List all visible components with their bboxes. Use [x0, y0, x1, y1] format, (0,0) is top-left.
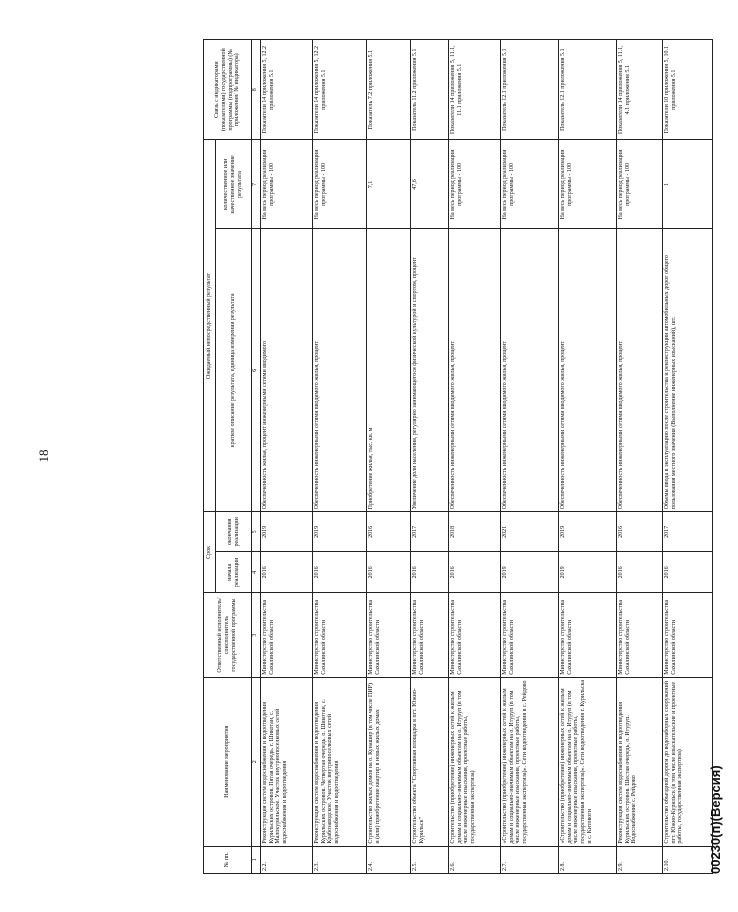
program-measures-table: [203, 39, 713, 874]
row-num: 2.8.: [558, 846, 616, 873]
row-start: 2016: [448, 551, 500, 592]
header-name: Наименование мероприятия: [203, 677, 251, 846]
row-start: 2019: [558, 551, 616, 592]
row-end: 2017: [662, 511, 712, 551]
row-name: Реконструкция систем водоснабжения и водоотведения Курильских островов. Шестая очередь, о. Итуруп. Водоснабжение с. Рейдово: [616, 677, 662, 846]
table-row: [260, 39, 312, 873]
row-start: 2016: [312, 551, 366, 592]
header-responsible: Ответственный исполнитель/соисполнитель государственной программы: [203, 592, 251, 676]
row-num: 2.3.: [312, 846, 366, 873]
row-responsible: Министерство строительства Сахалинской области: [410, 592, 448, 676]
table-row: [448, 39, 500, 873]
row-desc: Обеспеченность инженерными сетями вводимого жилья, процент: [448, 228, 500, 511]
row-start: 2016: [366, 551, 410, 592]
row-desc: Объемы ввода в эксплуатацию после строительства и реконструкции автомобильных дорог общего пользования местного значения (Выполнение инженерных изысканий), шт.: [662, 228, 712, 511]
table-row: [410, 39, 448, 873]
col-number: 5: [251, 511, 260, 551]
row-desc: Обеспеченность инженерными сетями вводимого жилья, процент: [616, 228, 662, 511]
col-number: 8: [251, 39, 260, 139]
header-short-desc: краткое описание результата, единица измерения результата: [215, 228, 251, 511]
table-row: [616, 39, 662, 873]
row-desc: Обеспеченность жилья, процент инженерными сетями вводимого: [260, 228, 312, 511]
row-link: Показатели 14 приложения 5, 12.2 приложения 5.1: [312, 39, 366, 139]
row-value: 7,1: [366, 139, 410, 228]
row-end: 2016: [616, 511, 662, 551]
row-responsible: Министерство строительства Сахалинской области: [558, 592, 616, 676]
row-num: 2.5.: [410, 846, 448, 873]
row-start: 2019: [500, 551, 558, 592]
row-responsible: Министерство строительства Сахалинской области: [260, 592, 312, 676]
row-value: На весь период реализации программы - 100: [500, 139, 558, 228]
header-end: окончания реализации: [215, 511, 251, 551]
header-start: начала реализации: [215, 551, 251, 592]
row-num: 2.7.: [500, 846, 558, 873]
row-value: На весь период реализации программы - 100: [616, 139, 662, 228]
row-name: «Строительство (приобретение) инженерных сетей к жилым домам и социально-значимым объектам на о. Итуруп (в том числе инженерные изыскания, проектные работы, государственная экспертиза)». Сети водоотведения в с. Рейдово: [500, 677, 558, 846]
table-row: [500, 39, 558, 873]
col-number: 1: [251, 846, 260, 873]
row-start: 2016: [260, 551, 312, 592]
row-num: 2.10.: [662, 846, 712, 873]
document-code: 00230(п)(Версия): [707, 764, 723, 874]
row-num: 2.2.: [260, 846, 312, 873]
row-end: 2019: [312, 511, 366, 551]
col-number: 3: [251, 592, 260, 676]
row-end: 2021: [500, 511, 558, 551]
row-num: 2.9.: [616, 846, 662, 873]
row-name: Реконструкция систем водоснабжения и водоотведения Курильских островов. Пятая очередь. г. Шикотан, с. Малокурильское. Участок внутриопоселковых сетей водоснабжения и водоотведения: [260, 677, 312, 846]
row-link: Показатели 10 приложения 5, 10.1 приложения 5.1: [662, 39, 712, 139]
row-name: Строительство объекта "Спортивная площадка в пгт. Южно-Курильск": [410, 677, 448, 846]
header-num: № пп.: [203, 846, 251, 873]
row-end: 2019: [260, 511, 312, 551]
row-end: 2019: [558, 511, 616, 551]
row-value: 47,6: [410, 139, 448, 228]
table-row: [558, 39, 616, 873]
row-link: Показатели 14 приложения 5, 11.1, 4.1 приложения 5.1: [616, 39, 662, 139]
row-value: На весь период реализации программы - 100: [558, 139, 616, 228]
row-desc: Обеспеченность инженерными сетями вводимого жилья, процент: [500, 228, 558, 511]
col-number: 4: [251, 551, 260, 592]
row-end: 2018: [448, 511, 500, 551]
row-end: 2017: [410, 511, 448, 551]
row-name: «Строительство (приобретение) инженерных сетей к жилым домам и социально-значимым объектам на о. Итуруп (в том числе инженерные изыскания, проектные работы, государственная экспертиза)». Сети водоотведения г. Курильска и с. Китовоги: [558, 677, 616, 846]
header-link: Связь с индикаторами (показателями) государственной программы (подпрограммы) (№ приложения/ № индикатора): [203, 39, 251, 139]
header-term: Срок: [203, 511, 215, 592]
row-num: 2.6.: [448, 846, 500, 873]
row-name: Реконструкция систем водоснабжения и водоотведения Курильских островов. Четвертая очередь. о. Шикотан, с. Крабозаводское. Участок внутрипоселковых сетей водоснабжения и водоотведения: [312, 677, 366, 846]
row-start: 2016: [662, 551, 712, 592]
header-expected: Ожидаемый непосредственный результат: [203, 139, 215, 511]
table-row: [366, 39, 410, 873]
row-responsible: Министерство строительства Сахалинской области: [448, 592, 500, 676]
row-start: 2016: [616, 551, 662, 592]
col-number: 7: [251, 139, 260, 228]
row-name: Строительство (приобретение) инженерных сетей к жилым домам и социально-значимым объектам на о. Итуруп (в том числе инженерные изыскания, проектные работы, государственная экспертиза): [448, 677, 500, 846]
row-link: Показатели 14 приложения 5, 12.2 приложения 5.1: [260, 39, 312, 139]
table-row: [312, 39, 366, 873]
row-link: Показатель 12.1 приложения 5.1: [558, 39, 616, 139]
row-link: Показатели 14 приложения 5, 11.1, 11.1 приложения 5.1: [448, 39, 500, 139]
col-number: 6: [251, 228, 260, 511]
row-end: 2016: [366, 511, 410, 551]
rotated-page-content: [203, 39, 738, 874]
row-start: 2016: [410, 551, 448, 592]
row-name: Строительство объездной дороги до водозаборных сооружений пгт. Южно-Курильск (в том числе изыскательские и проектные работы, государственная экспертиза): [662, 677, 712, 846]
table-row: [662, 39, 712, 873]
row-value: На весь период реализации программы - 100: [448, 139, 500, 228]
row-responsible: Министерство строительства Сахалинской области: [662, 592, 712, 676]
header-quant: количественное или качественное значение результата: [215, 139, 251, 228]
row-name: Строительство жилых домов на о. Кунашир (в том числе ПИР) и (или) приобретение квартир в новых жилых домах: [366, 677, 410, 846]
row-value: На весь период реализации программы - 100: [312, 139, 366, 228]
row-link: Показатель 12.1 приложения 5.1: [500, 39, 558, 139]
row-value: 1: [662, 139, 712, 228]
row-desc: Увеличение доли населения, регулярно занимающегося физической культурой и спортом, процент: [410, 228, 448, 511]
col-number: 2: [251, 677, 260, 846]
row-desc: Обеспеченность инженерными сетями вводимого жилья, процент: [312, 228, 366, 511]
row-desc: Приобретение жилья, тыс. кв. м: [366, 228, 410, 511]
row-responsible: Министерство строительства Сахалинской области: [312, 592, 366, 676]
row-desc: Обеспеченность инженерными сетями вводимого жилья, процент: [558, 228, 616, 511]
page-number: 18: [36, 449, 51, 463]
row-value: На весь период реализации программы - 100: [260, 139, 312, 228]
row-responsible: Министерство строительства Сахалинской области: [616, 592, 662, 676]
row-responsible: Министерство строительства Сахалинской области: [366, 592, 410, 676]
row-num: 2.4.: [366, 846, 410, 873]
row-link: Показатель 11.2 приложения 5.1: [410, 39, 448, 139]
row-link: Показатель 7.2 приложения 5.1: [366, 39, 410, 139]
row-responsible: Министерство строительства Сахалинской области: [500, 592, 558, 676]
